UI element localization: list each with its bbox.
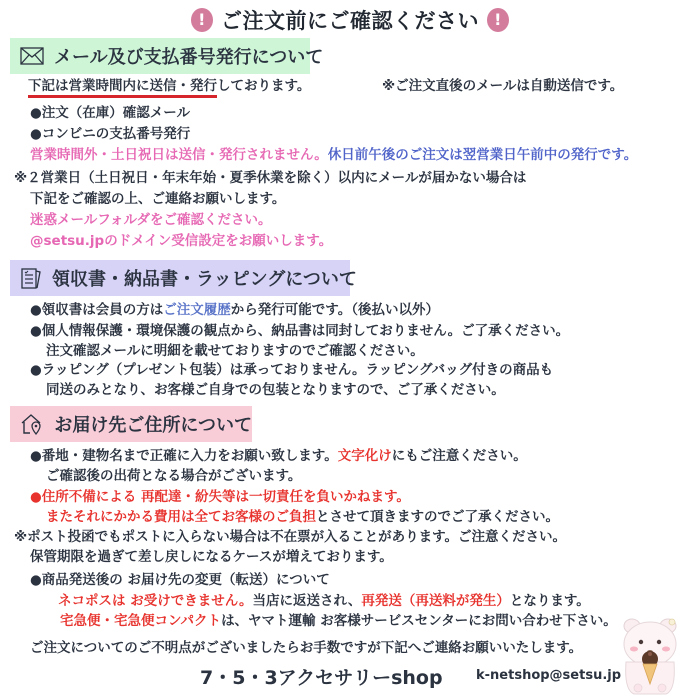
- forwarding-heading: ●商品発送後の お届け先の変更（転送）について: [30, 572, 330, 588]
- address-item-2: ●住所不備による 再配達・紛失等は一切責任を負いかねます。: [30, 489, 410, 505]
- mail-intro: 下記は営業時間内に送信・発行しております。: [28, 76, 310, 96]
- section-heading: 領収書・納品書・ラッピングについて: [52, 269, 357, 290]
- order-history-link[interactable]: ご注文履歴: [163, 302, 231, 318]
- post-note-2: 保管期限を過ぎて差し戻しになるケースが増えております。: [30, 549, 393, 565]
- post-note-1: ※ポスト投函でもポストに入らない場合は不在票が入ることがあります。ご注意ください。: [14, 529, 567, 545]
- list-item: ●注文（在庫）確認メール: [30, 105, 191, 121]
- mail-section-header: [10, 38, 324, 74]
- auto-send-note: ※ご注文直後のメールは自動送信です。: [382, 78, 624, 94]
- mail-notice: 営業時間外・土日祝日は送信・発行されません。休日前午後のご注文は翌営業日午前中の発行です。: [30, 147, 638, 163]
- exclamation-icon: !: [191, 8, 213, 32]
- receipt-item-2-cont: 注文確認メールに明細を載せておりますのでご確認ください。: [46, 343, 424, 359]
- address-item-1: ●番地・建物名まで正確に入力をお願い致します。文字化けにもご注意ください。: [30, 448, 527, 464]
- page-title: [0, 4, 700, 36]
- address-item-1-cont: ご確認後の出荷となる場合がございます。: [46, 468, 302, 484]
- document-icon: [20, 265, 42, 291]
- check-spam: 迷惑メールフォルダをご確認ください。: [30, 212, 272, 228]
- section-heading: メール及び支払番号発行について: [54, 47, 324, 68]
- page-title-text: ご注文前にご確認ください: [221, 9, 479, 33]
- shop-name: 7・5・3アクセサリーshop: [200, 667, 443, 689]
- house-location-icon: [20, 411, 44, 437]
- contact-note: ご注文についてのご不明点がございましたらお手数ですが下記へご連絡お願いいたします。: [30, 640, 583, 656]
- receipt-item-3-cont: 同送のみとなり、お客様ご自身での包装となりますので、ご了承ください。: [46, 382, 505, 398]
- envelope-icon: [20, 43, 44, 69]
- exclamation-icon: !: [487, 8, 509, 32]
- mail-warning-2: 下記をご確認の上、ご連絡お願いします。: [30, 191, 286, 207]
- check-domain: @setsu.jpのドメイン受信設定をお願いします。: [30, 233, 333, 249]
- section-heading: お届け先ご住所について: [54, 415, 252, 436]
- address-section-header: [10, 406, 252, 442]
- receipt-item-2: ●個人情報保護・環境保護の観点から、納品書は同封しておりません。ご了承ください。: [30, 323, 570, 339]
- receipt-item-3: ●ラッピング（プレゼント包装）は承っておりません。ラッピングバッグ付きの商品も: [30, 362, 554, 378]
- nekopos-note: ネコポスは お受けできません。当店に返送され、再発送（再送料が発生）となります。: [58, 593, 590, 609]
- underlined-text: 下記は営業時間内に送信・発行: [28, 78, 217, 98]
- takkyubin-note: 宅急便・宅急便コンパクトは、ヤマト運輸 お客様サービスセンターにお問い合わせ下さい。: [60, 613, 617, 629]
- receipt-item-1: ●領収書は会員の方はご注文履歴から発行可能です。（後払い以外）: [30, 302, 439, 318]
- receipt-section-header: [10, 260, 357, 296]
- bear-mascot-icon: [612, 612, 688, 696]
- address-item-2-cont: またそれにかかる費用は全てお客様のご負担とさせて頂きますのでご了承ください。: [46, 509, 559, 525]
- list-item: ●コンビニの支払番号発行: [30, 126, 191, 142]
- mail-warning-1: ※２営業日（土日祝日・年末年始・夏季休業を除く）以内にメールが届かない場合は: [14, 170, 527, 186]
- contact-email[interactable]: k-netshop@setsu.jp: [476, 668, 622, 683]
